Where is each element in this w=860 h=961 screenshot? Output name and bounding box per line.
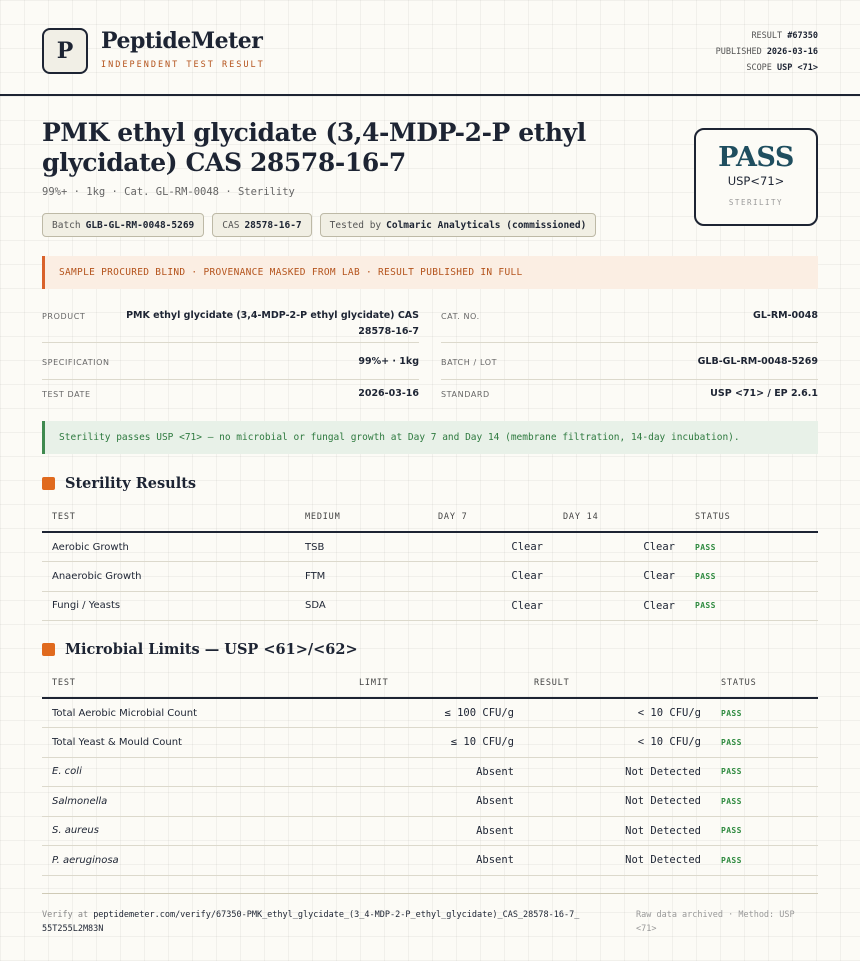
status-badge: PASS bbox=[711, 698, 818, 728]
table-row bbox=[42, 591, 818, 621]
product-subline: 99%+ · 1kg · Cat. GL-RM-0048 · Sterility bbox=[42, 186, 295, 198]
microbial-limits-table bbox=[42, 668, 818, 876]
published-date: 2026-03-16 bbox=[766, 47, 818, 57]
cell-limit: Absent bbox=[349, 846, 524, 876]
cas-chip bbox=[212, 213, 311, 237]
cell-result: Not Detected bbox=[524, 787, 711, 817]
info-label: TEST DATE bbox=[42, 390, 91, 399]
batch-chip bbox=[42, 213, 204, 237]
status-badge: PASS bbox=[711, 757, 818, 787]
chip-value: 28578-16-7 bbox=[244, 219, 302, 231]
scope-value: USP <71> bbox=[777, 63, 818, 73]
verdict-stamp bbox=[694, 128, 818, 226]
info-value: GLB-GL-RM-0048-5269 bbox=[697, 356, 818, 367]
col-test: TEST bbox=[42, 668, 349, 698]
cell-test: Fungi / Yeasts bbox=[42, 591, 295, 621]
chip-value: GLB-GL-RM-0048-5269 bbox=[85, 219, 195, 231]
status-badge: PASS bbox=[711, 816, 818, 846]
section-title-text: Sterility Results bbox=[65, 475, 197, 492]
table-row bbox=[42, 532, 818, 562]
table-header-row bbox=[42, 502, 818, 532]
verdict-category: STERILITY bbox=[728, 198, 784, 207]
verify-text bbox=[42, 908, 582, 936]
cell-medium: SDA bbox=[295, 591, 428, 621]
table-row bbox=[42, 757, 818, 787]
sterility-summary-notice: Sterility passes USP <71> — no microbial or fungal growth at Day 7 and Day 14 (membrane filtration, 14-day incubation). bbox=[42, 421, 818, 454]
status-badge: PASS bbox=[685, 532, 818, 562]
table-row bbox=[42, 787, 818, 817]
status-badge: PASS bbox=[711, 728, 818, 758]
result-id-line bbox=[716, 28, 818, 44]
info-row-specification bbox=[42, 350, 419, 380]
cell-day7: Clear bbox=[428, 532, 553, 562]
cell-result: < 10 CFU/g bbox=[524, 698, 711, 728]
info-row-cat-no bbox=[441, 308, 818, 343]
table-header-row bbox=[42, 668, 818, 698]
info-value: 99%+ · 1kg bbox=[358, 356, 419, 367]
sterility-section-title bbox=[42, 475, 196, 492]
info-row-test-date bbox=[42, 382, 419, 410]
cell-test: Salmonella bbox=[42, 787, 349, 817]
cell-test: Total Yeast & Mould Count bbox=[42, 728, 349, 758]
cell-limit: Absent bbox=[349, 787, 524, 817]
microbial-section-title bbox=[42, 641, 358, 658]
cell-day7: Clear bbox=[428, 562, 553, 592]
report-header bbox=[0, 0, 860, 96]
verdict-word: PASS bbox=[718, 142, 794, 173]
col-test: TEST bbox=[42, 502, 295, 532]
verify-link[interactable]: peptidemeter.com/verify/67350-PMK_ethyl_glycidate_(3_4-MDP-2-P_ethyl_glycidate)_CAS_28578-16-7_55T255L2M83N bbox=[42, 910, 580, 934]
info-label: CAT. NO. bbox=[441, 312, 480, 321]
brand-name: PeptideMeter bbox=[101, 28, 263, 54]
status-badge: PASS bbox=[711, 846, 818, 876]
info-value: GL-RM-0048 bbox=[753, 310, 818, 321]
logo-letter: P bbox=[56, 38, 74, 64]
col-day14: DAY 14 bbox=[553, 502, 685, 532]
brand-logo bbox=[42, 28, 88, 74]
archive-note: Raw data archived · Method: USP <71> bbox=[636, 910, 795, 934]
product-chips bbox=[42, 213, 596, 237]
cell-test: Total Aerobic Microbial Count bbox=[42, 698, 349, 728]
cell-limit: Absent bbox=[349, 757, 524, 787]
verify-prefix: Verify at bbox=[42, 910, 89, 920]
col-limit: LIMIT bbox=[349, 668, 524, 698]
chip-value: Colmaric Analyticals (commissioned) bbox=[386, 219, 587, 231]
info-value: 2026-03-16 bbox=[358, 388, 419, 399]
section-marker-icon bbox=[42, 643, 55, 656]
col-status: STATUS bbox=[711, 668, 818, 698]
scope-label: SCOPE bbox=[746, 63, 772, 73]
cell-day14: Clear bbox=[553, 591, 685, 621]
chip-label: Batch bbox=[52, 219, 81, 231]
chip-label: CAS bbox=[222, 219, 240, 231]
section-title-text: Microbial Limits — USP <61>/<62> bbox=[65, 641, 358, 658]
info-value: PMK ethyl glycidate (3,4-MDP-2-P ethyl glycidate) CAS 28578-16-7 bbox=[126, 310, 419, 337]
published-line bbox=[716, 44, 818, 60]
col-day7: DAY 7 bbox=[428, 502, 553, 532]
cell-test: Aerobic Growth bbox=[42, 532, 295, 562]
col-result: RESULT bbox=[524, 668, 711, 698]
info-row-product bbox=[42, 308, 419, 343]
cell-limit: ≤ 100 CFU/g bbox=[349, 698, 524, 728]
section-marker-icon bbox=[42, 477, 55, 490]
product-title: PMK ethyl glycidate (3,4-MDP-2-P ethyl glycidate) CAS 28578-16-7 bbox=[42, 118, 586, 177]
cell-medium: TSB bbox=[295, 532, 428, 562]
info-row-standard bbox=[441, 382, 818, 410]
footer-divider bbox=[42, 893, 818, 894]
cell-day14: Clear bbox=[553, 532, 685, 562]
sterility-table bbox=[42, 502, 818, 621]
cell-result: < 10 CFU/g bbox=[524, 728, 711, 758]
col-medium: MEDIUM bbox=[295, 502, 428, 532]
table-row bbox=[42, 562, 818, 592]
cell-limit: Absent bbox=[349, 816, 524, 846]
info-label: BATCH / LOT bbox=[441, 358, 498, 367]
cell-test: E. coli bbox=[42, 757, 349, 787]
cell-result: Not Detected bbox=[524, 846, 711, 876]
table-row bbox=[42, 698, 818, 728]
result-meta bbox=[716, 28, 818, 76]
status-badge: PASS bbox=[711, 787, 818, 817]
brand-subtitle: INDEPENDENT TEST RESULT bbox=[101, 60, 265, 70]
table-row bbox=[42, 816, 818, 846]
published-label: PUBLISHED bbox=[715, 47, 762, 57]
chip-label: Tested by bbox=[329, 219, 382, 231]
verdict-standard: USP<71> bbox=[727, 174, 785, 188]
cell-result: Not Detected bbox=[524, 757, 711, 787]
col-status: STATUS bbox=[685, 502, 818, 532]
blind-sampling-notice: SAMPLE PROCURED BLIND · PROVENANCE MASKED FROM LAB · RESULT PUBLISHED IN FULL bbox=[42, 256, 818, 289]
info-value: USP <71> / EP 2.6.1 bbox=[710, 388, 818, 399]
info-label: PRODUCT bbox=[42, 312, 86, 321]
cell-test: S. aureus bbox=[42, 816, 349, 846]
scope-line bbox=[716, 60, 818, 76]
cell-limit: ≤ 10 CFU/g bbox=[349, 728, 524, 758]
status-badge: PASS bbox=[685, 562, 818, 592]
table-row bbox=[42, 728, 818, 758]
cell-test: P. aeruginosa bbox=[42, 846, 349, 876]
result-label: RESULT bbox=[751, 31, 783, 41]
info-label: STANDARD bbox=[441, 390, 490, 399]
info-label: SPECIFICATION bbox=[42, 358, 110, 367]
table-row bbox=[42, 846, 818, 876]
tested-by-chip bbox=[320, 213, 597, 237]
cell-result: Not Detected bbox=[524, 816, 711, 846]
result-id: #67350 bbox=[787, 31, 818, 41]
cell-day14: Clear bbox=[553, 562, 685, 592]
cell-day7: Clear bbox=[428, 591, 553, 621]
status-badge: PASS bbox=[685, 591, 818, 621]
info-row-batch-lot bbox=[441, 350, 818, 380]
cell-medium: FTM bbox=[295, 562, 428, 592]
cell-test: Anaerobic Growth bbox=[42, 562, 295, 592]
